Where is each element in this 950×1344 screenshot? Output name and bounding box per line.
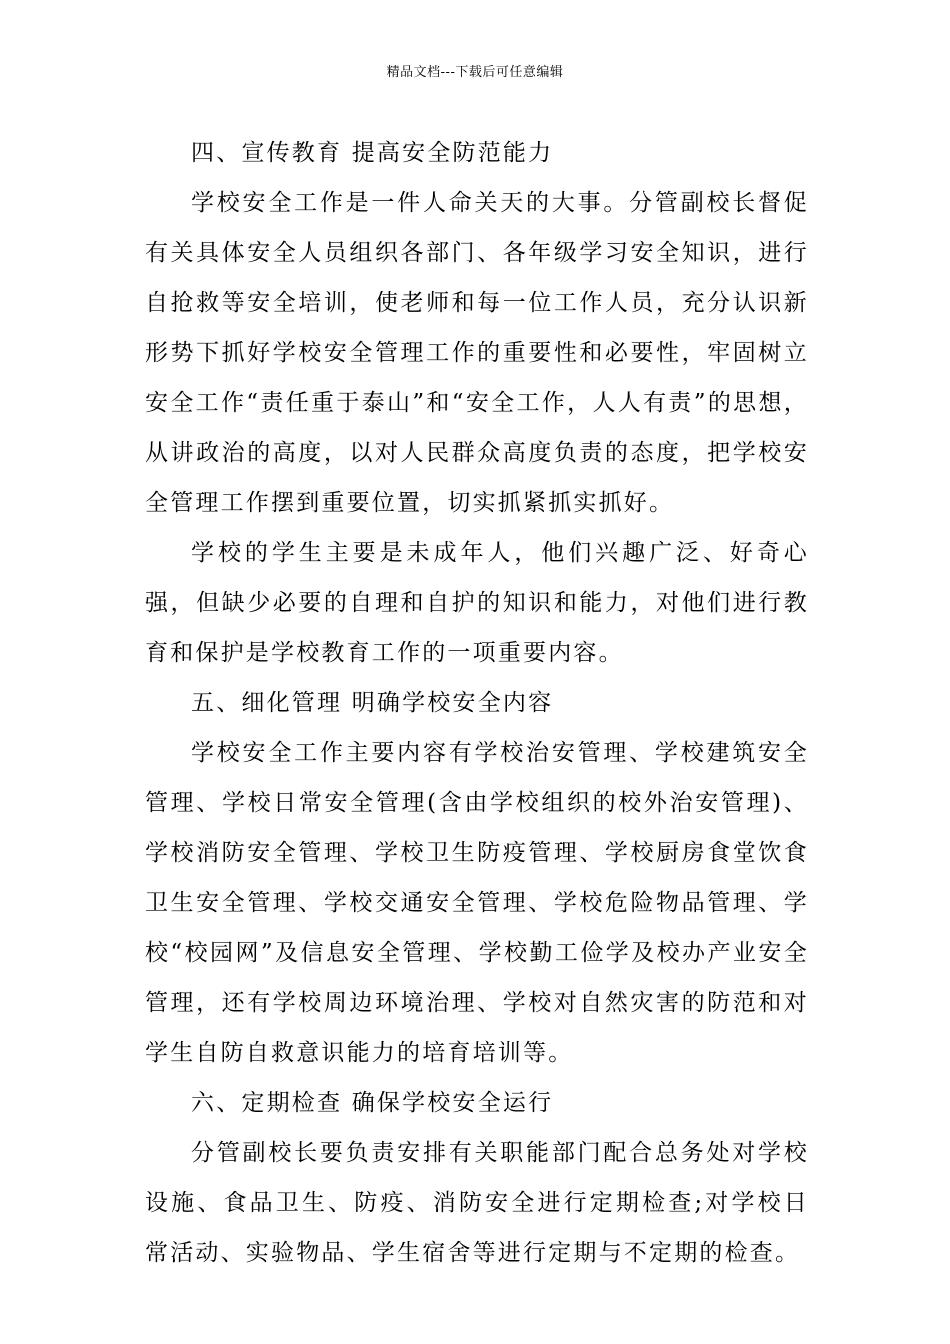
paragraph: 学校的学生主要是未成年人，他们兴趣广泛、好奇心强，但缺少必要的自理和自护的知识和能力，对他们进行教育和保护是学校教育工作的一项重要内容。 — [145, 540, 809, 666]
page-header: 精品文档---下载后可任意编辑 — [386, 65, 564, 80]
section-heading-6: 六、定期检查 确保学校安全运行 — [191, 1090, 554, 1116]
section-heading-5: 五、细化管理 明确学校安全内容 — [191, 690, 554, 716]
paragraph: 学校安全工作主要内容有学校治安管理、学校建筑安全管理、学校日常安全管理(含由学校组织的校外治安管理)、学校消防安全管理、学校卫生防疫管理、学校厨房食堂饮食卫生安全管理、学校交通安全管理、学校危险物品管理、学校“校园网”及信息安全管理、学校勤工俭学及校办产业安全管理，还有学校周边环境治理、学校对自然灾害的防范和对学生自防自救意识能力的培育培训等。 — [145, 740, 809, 1066]
paragraph: 分管副校长要负责安排有关职能部门配合总务处对学校设施、食品卫生、防疫、消防安全进行定期检查;对学校日常活动、实验物品、学生宿舍等进行定期与不定期的检查。 — [145, 1140, 809, 1266]
document-body — [145, 128, 809, 1278]
section-heading-4: 四、宣传教育 提高安全防范能力 — [191, 140, 554, 166]
paragraph: 学校安全工作是一件人命关天的大事。分管副校长督促有关具体安全人员组织各部门、各年级学习安全知识，进行自抢救等安全培训，使老师和每一位工作人员，充分认识新形势下抓好学校安全管理工作的重要性和必要性，牢固树立安全工作“责任重于泰山”和“安全工作，人人有责”的思想，从讲政治的高度，以对人民群众高度负责的态度，把学校安全管理工作摆到重要位置，切实抓紧抓实抓好。 — [145, 190, 809, 516]
